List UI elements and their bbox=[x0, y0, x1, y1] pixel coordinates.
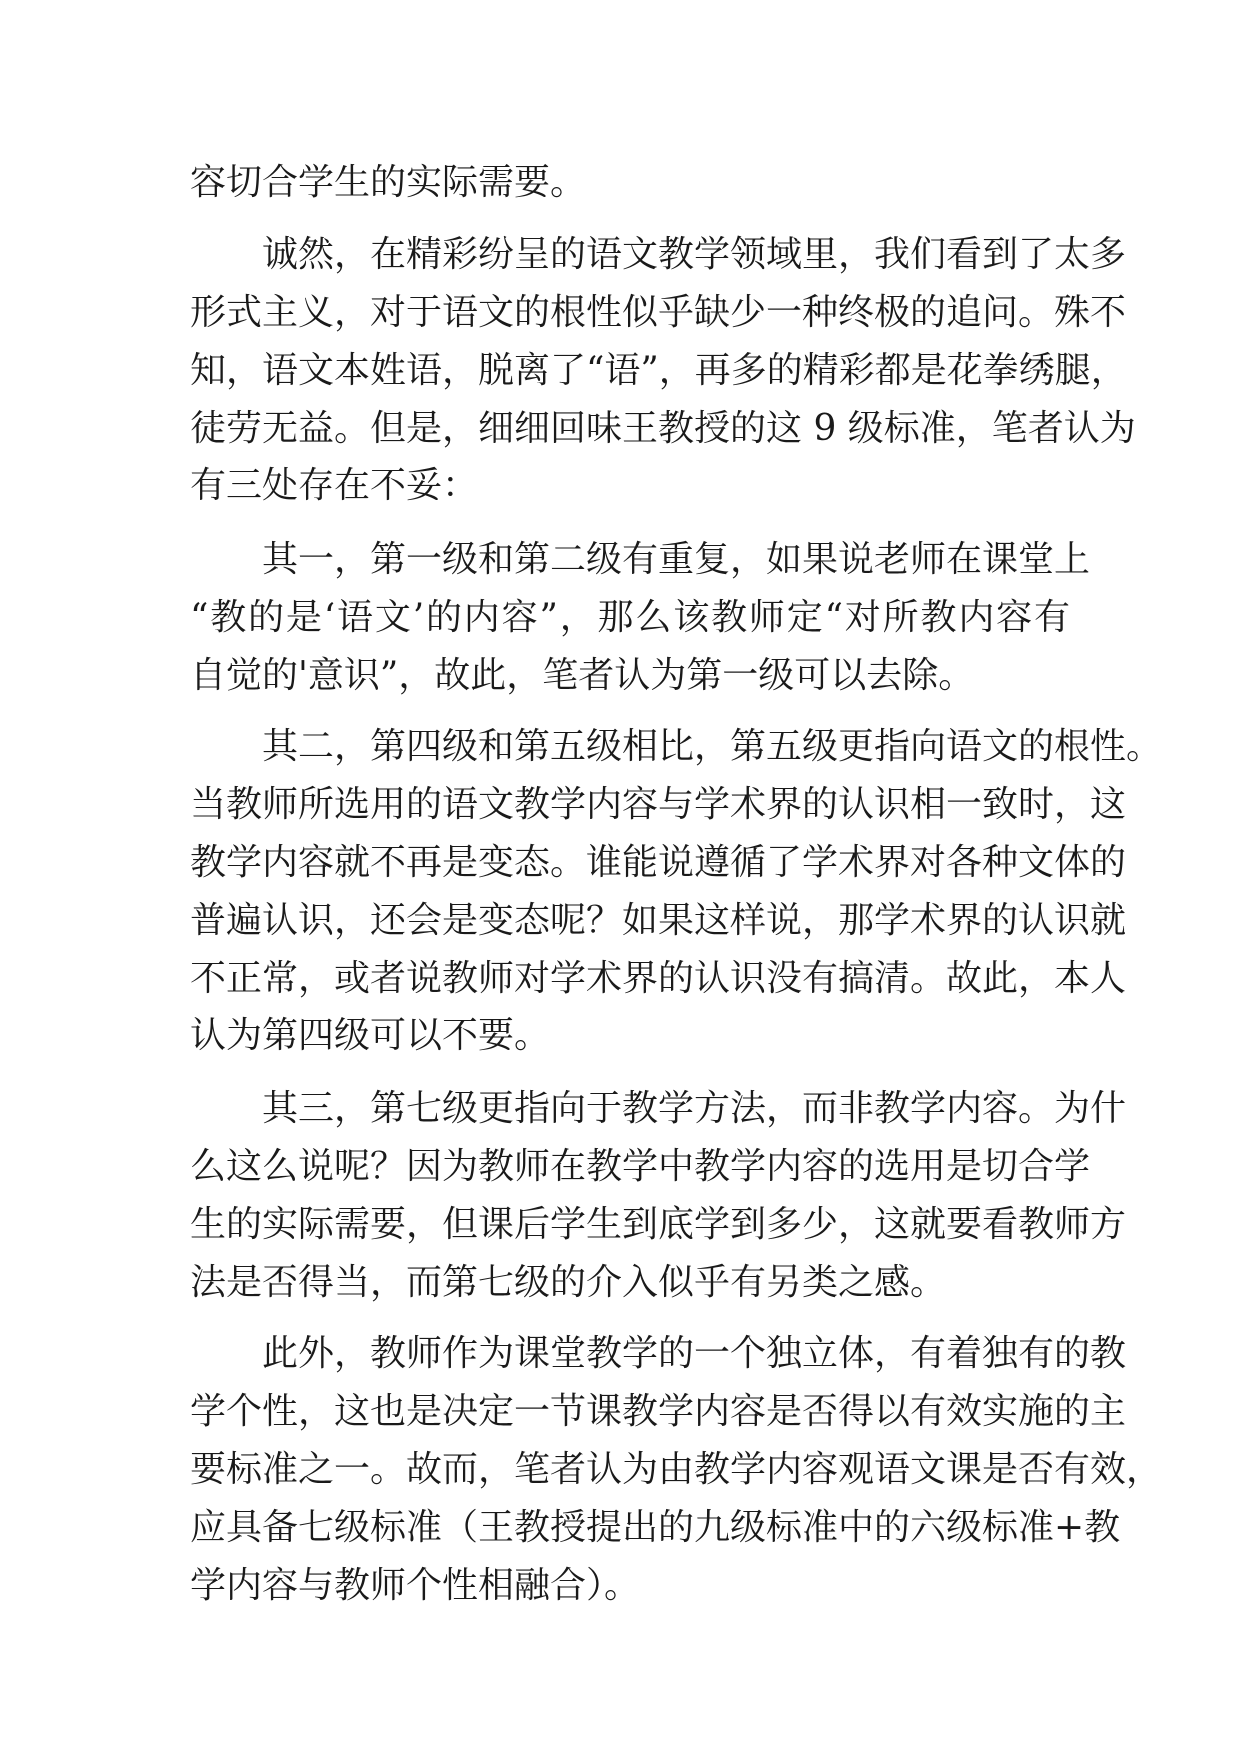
text-line: 容切合学生的实际需要。 bbox=[190, 162, 587, 203]
text-line: 徒劳无益。但是，细细回味王教授的这 9 级标准，笔者认为 bbox=[190, 408, 1136, 449]
text-line: 学个性，这也是决定一节课教学内容是否得以有效实施的主 bbox=[190, 1391, 1127, 1432]
text-line: 自觉的'意识”，故此，笔者认为第一级可以去除。 bbox=[190, 655, 975, 696]
text-line: 不正常，或者说教师对学术界的认识没有搞清。故此，本人 bbox=[190, 958, 1127, 999]
text-line: 其三，第七级更指向于教学方法，而非教学内容。为什 bbox=[262, 1088, 1127, 1129]
text-line: 其二，第四级和第五级相比，第五级更指向语文的根性。 bbox=[262, 726, 1163, 767]
text-line: 普遍认识，还会是变态呢？如果这样说，那学术界的认识就 bbox=[190, 900, 1127, 941]
text-line: 当教师所选用的语文教学内容与学术界的认识相一致时，这 bbox=[190, 784, 1127, 825]
text-line: 法是否得当，而第七级的介入似乎有另类之感。 bbox=[190, 1262, 947, 1303]
text-line: 诚然，在精彩纷呈的语文教学领域里，我们看到了太多 bbox=[262, 234, 1127, 275]
text-line: 教学内容就不再是变态。谁能说遵循了学术界对各种文体的 bbox=[190, 842, 1127, 883]
text-line: 此外，教师作为课堂教学的一个独立体，有着独有的教 bbox=[262, 1333, 1127, 1374]
text-line: 有三处存在不妥： bbox=[190, 465, 479, 506]
text-line: 其一，第一级和第二级有重复，如果说老师在课堂上 bbox=[262, 539, 1091, 580]
text-line: 认为第四级可以不要。 bbox=[190, 1015, 551, 1056]
text-line: 要标准之一。故而，笔者认为由教学内容观语文课是否有效， bbox=[190, 1449, 1163, 1490]
text-line: 应具备七级标准（王教授提出的九级标准中的六级标准+教 bbox=[190, 1507, 1121, 1548]
text-line: 生的实际需要，但课后学生到底学到多少，这就要看教师方 bbox=[190, 1204, 1127, 1245]
text-line: 知，语文本姓语，脱离了“语”，再多的精彩都是花拳绣腿， bbox=[190, 350, 1127, 391]
text-line: 形式主义，对于语文的根性似乎缺少一种终极的追问。殊不 bbox=[190, 292, 1127, 333]
text-line: 学内容与教师个性相融合）。 bbox=[190, 1565, 641, 1606]
text-line: “教的是‘语文’的内容”，那么该教师定“对所教内容有 bbox=[190, 597, 1070, 638]
text-line: 么这么说呢？因为教师在教学中教学内容的选用是切合学 bbox=[190, 1146, 1091, 1187]
